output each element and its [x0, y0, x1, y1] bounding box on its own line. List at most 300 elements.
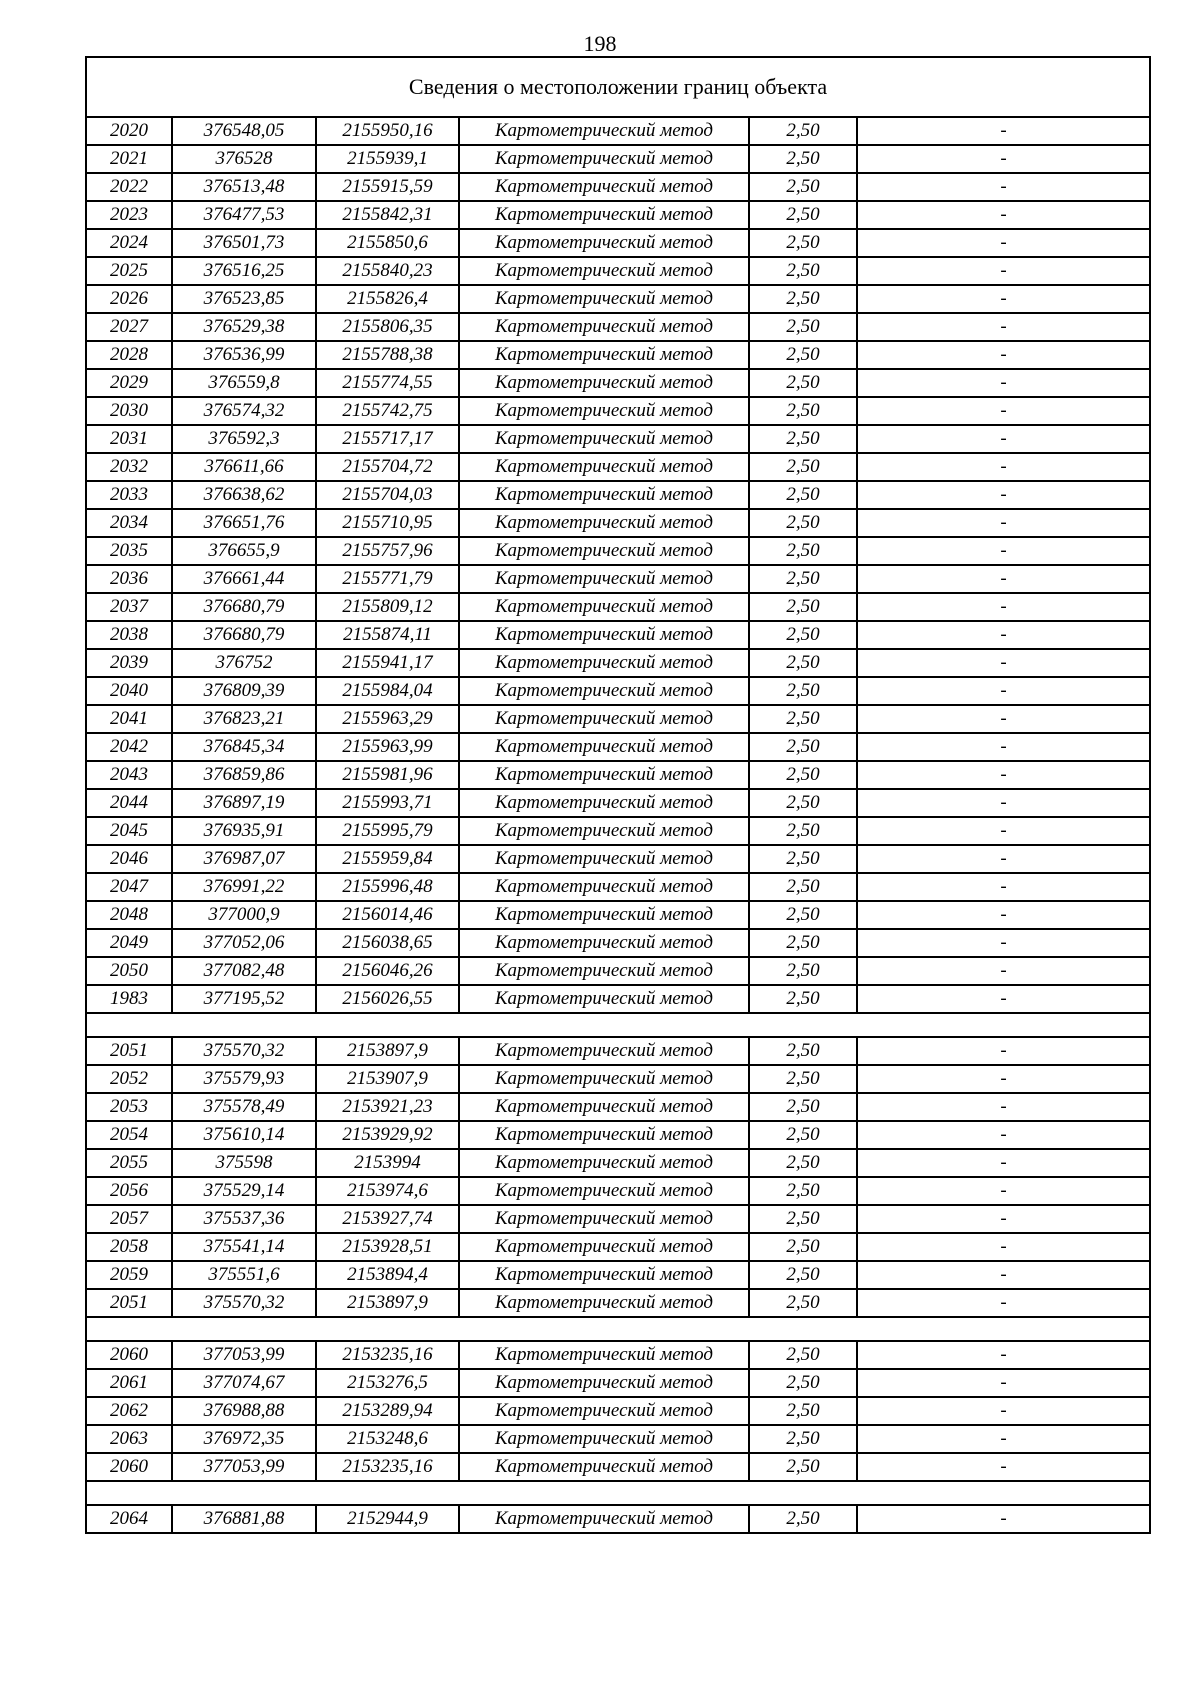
y-coordinate-cell: 2155984,04 — [316, 677, 459, 705]
x-coordinate-cell: 376529,38 — [172, 313, 316, 341]
note-cell: - — [857, 453, 1150, 481]
point-number-cell: 1983 — [86, 985, 172, 1013]
group-separator-cell — [86, 1481, 1150, 1505]
accuracy-cell: 2,50 — [749, 1369, 857, 1397]
method-cell: Картометрический метод — [459, 1341, 749, 1369]
method-cell: Картометрический метод — [459, 845, 749, 873]
note-cell: - — [857, 1233, 1150, 1261]
x-coordinate-cell: 376752 — [172, 649, 316, 677]
table-row — [86, 873, 1150, 901]
y-coordinate-cell: 2152944,9 — [316, 1505, 459, 1533]
x-coordinate-cell: 376638,62 — [172, 481, 316, 509]
method-cell: Картометрический метод — [459, 621, 749, 649]
point-number-cell: 2057 — [86, 1205, 172, 1233]
note-cell: - — [857, 341, 1150, 369]
accuracy-cell: 2,50 — [749, 341, 857, 369]
accuracy-cell: 2,50 — [749, 1505, 857, 1533]
method-cell: Картометрический метод — [459, 285, 749, 313]
accuracy-cell: 2,50 — [749, 257, 857, 285]
point-number-cell: 2042 — [86, 733, 172, 761]
note-cell: - — [857, 817, 1150, 845]
method-cell: Картометрический метод — [459, 957, 749, 985]
method-cell: Картометрический метод — [459, 929, 749, 957]
table-title-row — [86, 57, 1150, 117]
method-cell: Картометрический метод — [459, 453, 749, 481]
method-cell: Картометрический метод — [459, 1505, 749, 1533]
x-coordinate-cell: 376823,21 — [172, 705, 316, 733]
table-row — [86, 1261, 1150, 1289]
accuracy-cell: 2,50 — [749, 509, 857, 537]
point-number-cell: 2044 — [86, 789, 172, 817]
method-cell: Картометрический метод — [459, 593, 749, 621]
y-coordinate-cell: 2155941,17 — [316, 649, 459, 677]
y-coordinate-cell: 2155996,48 — [316, 873, 459, 901]
method-cell: Картометрический метод — [459, 229, 749, 257]
table-body — [86, 57, 1150, 1533]
y-coordinate-cell: 2155842,31 — [316, 201, 459, 229]
table-row — [86, 453, 1150, 481]
point-number-cell: 2021 — [86, 145, 172, 173]
method-cell: Картометрический метод — [459, 1093, 749, 1121]
accuracy-cell: 2,50 — [749, 901, 857, 929]
accuracy-cell: 2,50 — [749, 1065, 857, 1093]
x-coordinate-cell: 377195,52 — [172, 985, 316, 1013]
point-number-cell: 2048 — [86, 901, 172, 929]
note-cell: - — [857, 313, 1150, 341]
x-coordinate-cell: 376536,99 — [172, 341, 316, 369]
method-cell: Картометрический метод — [459, 1425, 749, 1453]
boundary-table-container — [85, 56, 1149, 1534]
x-coordinate-cell: 376809,39 — [172, 677, 316, 705]
method-cell: Картометрический метод — [459, 313, 749, 341]
table-row — [86, 257, 1150, 285]
table-row — [86, 145, 1150, 173]
accuracy-cell: 2,50 — [749, 537, 857, 565]
note-cell: - — [857, 1177, 1150, 1205]
x-coordinate-cell: 376680,79 — [172, 621, 316, 649]
x-coordinate-cell: 376897,19 — [172, 789, 316, 817]
method-cell: Картометрический метод — [459, 1397, 749, 1425]
table-row — [86, 705, 1150, 733]
method-cell: Картометрический метод — [459, 733, 749, 761]
table-row — [86, 397, 1150, 425]
group-separator-cell — [86, 1013, 1150, 1037]
x-coordinate-cell: 377052,06 — [172, 929, 316, 957]
table-row — [86, 1233, 1150, 1261]
point-number-cell: 2060 — [86, 1453, 172, 1481]
y-coordinate-cell: 2153897,9 — [316, 1289, 459, 1317]
method-cell: Картометрический метод — [459, 649, 749, 677]
method-cell: Картометрический метод — [459, 1233, 749, 1261]
y-coordinate-cell: 2153928,51 — [316, 1233, 459, 1261]
table-row — [86, 173, 1150, 201]
table-row — [86, 341, 1150, 369]
accuracy-cell: 2,50 — [749, 481, 857, 509]
accuracy-cell: 2,50 — [749, 985, 857, 1013]
group-separator-row — [86, 1317, 1150, 1341]
point-number-cell: 2056 — [86, 1177, 172, 1205]
method-cell: Картометрический метод — [459, 705, 749, 733]
x-coordinate-cell: 376988,88 — [172, 1397, 316, 1425]
table-row — [86, 481, 1150, 509]
point-number-cell: 2040 — [86, 677, 172, 705]
y-coordinate-cell: 2156014,46 — [316, 901, 459, 929]
y-coordinate-cell: 2156046,26 — [316, 957, 459, 985]
method-cell: Картометрический метод — [459, 145, 749, 173]
table-row — [86, 593, 1150, 621]
point-number-cell: 2033 — [86, 481, 172, 509]
table-row — [86, 677, 1150, 705]
method-cell: Картометрический метод — [459, 369, 749, 397]
note-cell: - — [857, 145, 1150, 173]
accuracy-cell: 2,50 — [749, 1121, 857, 1149]
y-coordinate-cell: 2155939,1 — [316, 145, 459, 173]
method-cell: Картометрический метод — [459, 1369, 749, 1397]
point-number-cell: 2035 — [86, 537, 172, 565]
y-coordinate-cell: 2155826,4 — [316, 285, 459, 313]
x-coordinate-cell: 375610,14 — [172, 1121, 316, 1149]
point-number-cell: 2049 — [86, 929, 172, 957]
y-coordinate-cell: 2155774,55 — [316, 369, 459, 397]
method-cell: Картометрический метод — [459, 817, 749, 845]
note-cell: - — [857, 397, 1150, 425]
y-coordinate-cell: 2155950,16 — [316, 117, 459, 145]
accuracy-cell: 2,50 — [749, 761, 857, 789]
table-row — [86, 649, 1150, 677]
y-coordinate-cell: 2153894,4 — [316, 1261, 459, 1289]
table-row — [86, 1453, 1150, 1481]
note-cell: - — [857, 1341, 1150, 1369]
method-cell: Картометрический метод — [459, 901, 749, 929]
note-cell: - — [857, 117, 1150, 145]
note-cell: - — [857, 1261, 1150, 1289]
point-number-cell: 2023 — [86, 201, 172, 229]
y-coordinate-cell: 2153276,5 — [316, 1369, 459, 1397]
y-coordinate-cell: 2155995,79 — [316, 817, 459, 845]
accuracy-cell: 2,50 — [749, 677, 857, 705]
point-number-cell: 2026 — [86, 285, 172, 313]
table-row — [86, 929, 1150, 957]
x-coordinate-cell: 376991,22 — [172, 873, 316, 901]
accuracy-cell: 2,50 — [749, 1397, 857, 1425]
note-cell: - — [857, 761, 1150, 789]
accuracy-cell: 2,50 — [749, 789, 857, 817]
page-number: 198 — [583, 31, 617, 56]
y-coordinate-cell: 2153907,9 — [316, 1065, 459, 1093]
y-coordinate-cell: 2155809,12 — [316, 593, 459, 621]
method-cell: Картометрический метод — [459, 1149, 749, 1177]
x-coordinate-cell: 375579,93 — [172, 1065, 316, 1093]
table-title: Сведения о местоположении границ объекта — [86, 57, 1150, 117]
y-coordinate-cell: 2155981,96 — [316, 761, 459, 789]
note-cell: - — [857, 1369, 1150, 1397]
point-number-cell: 2059 — [86, 1261, 172, 1289]
point-number-cell: 2055 — [86, 1149, 172, 1177]
x-coordinate-cell: 376592,3 — [172, 425, 316, 453]
accuracy-cell: 2,50 — [749, 1233, 857, 1261]
y-coordinate-cell: 2155717,17 — [316, 425, 459, 453]
y-coordinate-cell: 2155840,23 — [316, 257, 459, 285]
note-cell: - — [857, 621, 1150, 649]
method-cell: Картометрический метод — [459, 1121, 749, 1149]
note-cell: - — [857, 425, 1150, 453]
accuracy-cell: 2,50 — [749, 649, 857, 677]
accuracy-cell: 2,50 — [749, 565, 857, 593]
accuracy-cell: 2,50 — [749, 957, 857, 985]
note-cell: - — [857, 677, 1150, 705]
table-row — [86, 425, 1150, 453]
y-coordinate-cell: 2153994 — [316, 1149, 459, 1177]
y-coordinate-cell: 2155704,72 — [316, 453, 459, 481]
x-coordinate-cell: 376661,44 — [172, 565, 316, 593]
method-cell: Картометрический метод — [459, 257, 749, 285]
x-coordinate-cell: 376935,91 — [172, 817, 316, 845]
accuracy-cell: 2,50 — [749, 1177, 857, 1205]
x-coordinate-cell: 376845,34 — [172, 733, 316, 761]
x-coordinate-cell: 376859,86 — [172, 761, 316, 789]
x-coordinate-cell: 376655,9 — [172, 537, 316, 565]
point-number-cell: 2025 — [86, 257, 172, 285]
accuracy-cell: 2,50 — [749, 173, 857, 201]
note-cell: - — [857, 537, 1150, 565]
y-coordinate-cell: 2156038,65 — [316, 929, 459, 957]
method-cell: Картометрический метод — [459, 425, 749, 453]
table-row — [86, 1505, 1150, 1533]
x-coordinate-cell: 376513,48 — [172, 173, 316, 201]
note-cell: - — [857, 985, 1150, 1013]
method-cell: Картометрический метод — [459, 117, 749, 145]
table-row — [86, 285, 1150, 313]
table-row — [86, 1289, 1150, 1317]
y-coordinate-cell: 2155959,84 — [316, 845, 459, 873]
accuracy-cell: 2,50 — [749, 369, 857, 397]
method-cell: Картометрический метод — [459, 873, 749, 901]
method-cell: Картометрический метод — [459, 1261, 749, 1289]
accuracy-cell: 2,50 — [749, 453, 857, 481]
y-coordinate-cell: 2156026,55 — [316, 985, 459, 1013]
accuracy-cell: 2,50 — [749, 145, 857, 173]
accuracy-cell: 2,50 — [749, 285, 857, 313]
table-row — [86, 229, 1150, 257]
y-coordinate-cell: 2153289,94 — [316, 1397, 459, 1425]
method-cell: Картометрический метод — [459, 1177, 749, 1205]
method-cell: Картометрический метод — [459, 789, 749, 817]
point-number-cell: 2034 — [86, 509, 172, 537]
method-cell: Картометрический метод — [459, 985, 749, 1013]
table-row — [86, 1205, 1150, 1233]
x-coordinate-cell: 376516,25 — [172, 257, 316, 285]
method-cell: Картометрический метод — [459, 677, 749, 705]
accuracy-cell: 2,50 — [749, 1453, 857, 1481]
note-cell: - — [857, 593, 1150, 621]
x-coordinate-cell: 376501,73 — [172, 229, 316, 257]
boundary-coordinates-table — [85, 56, 1151, 1534]
y-coordinate-cell: 2155915,59 — [316, 173, 459, 201]
x-coordinate-cell: 376881,88 — [172, 1505, 316, 1533]
method-cell: Картометрический метод — [459, 481, 749, 509]
table-row — [86, 1177, 1150, 1205]
x-coordinate-cell: 375541,14 — [172, 1233, 316, 1261]
method-cell: Картометрический метод — [459, 509, 749, 537]
x-coordinate-cell: 376523,85 — [172, 285, 316, 313]
accuracy-cell: 2,50 — [749, 1149, 857, 1177]
method-cell: Картометрический метод — [459, 1205, 749, 1233]
note-cell: - — [857, 789, 1150, 817]
note-cell: - — [857, 1397, 1150, 1425]
method-cell: Картометрический метод — [459, 341, 749, 369]
method-cell: Картометрический метод — [459, 397, 749, 425]
note-cell: - — [857, 845, 1150, 873]
table-row — [86, 957, 1150, 985]
table-row — [86, 817, 1150, 845]
accuracy-cell: 2,50 — [749, 117, 857, 145]
x-coordinate-cell: 375570,32 — [172, 1289, 316, 1317]
accuracy-cell: 2,50 — [749, 397, 857, 425]
accuracy-cell: 2,50 — [749, 593, 857, 621]
note-cell: - — [857, 509, 1150, 537]
y-coordinate-cell: 2155710,95 — [316, 509, 459, 537]
method-cell: Картометрический метод — [459, 173, 749, 201]
x-coordinate-cell: 375598 — [172, 1149, 316, 1177]
note-cell: - — [857, 1505, 1150, 1533]
y-coordinate-cell: 2153248,6 — [316, 1425, 459, 1453]
note-cell: - — [857, 1289, 1150, 1317]
point-number-cell: 2060 — [86, 1341, 172, 1369]
table-row — [86, 1121, 1150, 1149]
table-row — [86, 1037, 1150, 1065]
method-cell: Картометрический метод — [459, 1037, 749, 1065]
table-row — [86, 845, 1150, 873]
y-coordinate-cell: 2155963,29 — [316, 705, 459, 733]
y-coordinate-cell: 2155771,79 — [316, 565, 459, 593]
accuracy-cell: 2,50 — [749, 621, 857, 649]
point-number-cell: 2053 — [86, 1093, 172, 1121]
point-number-cell: 2052 — [86, 1065, 172, 1093]
x-coordinate-cell: 375551,6 — [172, 1261, 316, 1289]
note-cell: - — [857, 1453, 1150, 1481]
y-coordinate-cell: 2153235,16 — [316, 1453, 459, 1481]
y-coordinate-cell: 2153235,16 — [316, 1341, 459, 1369]
method-cell: Картометрический метод — [459, 1289, 749, 1317]
table-row — [86, 789, 1150, 817]
method-cell: Картометрический метод — [459, 1065, 749, 1093]
point-number-cell: 2062 — [86, 1397, 172, 1425]
x-coordinate-cell: 376680,79 — [172, 593, 316, 621]
y-coordinate-cell: 2155788,38 — [316, 341, 459, 369]
y-coordinate-cell: 2155850,6 — [316, 229, 459, 257]
accuracy-cell: 2,50 — [749, 201, 857, 229]
table-row — [86, 201, 1150, 229]
note-cell: - — [857, 1037, 1150, 1065]
table-row — [86, 537, 1150, 565]
note-cell: - — [857, 257, 1150, 285]
table-row — [86, 901, 1150, 929]
accuracy-cell: 2,50 — [749, 733, 857, 761]
table-row — [86, 1149, 1150, 1177]
point-number-cell: 2022 — [86, 173, 172, 201]
point-number-cell: 2051 — [86, 1289, 172, 1317]
point-number-cell: 2051 — [86, 1037, 172, 1065]
note-cell: - — [857, 705, 1150, 733]
point-number-cell: 2032 — [86, 453, 172, 481]
table-row — [86, 733, 1150, 761]
x-coordinate-cell: 375570,32 — [172, 1037, 316, 1065]
accuracy-cell: 2,50 — [749, 229, 857, 257]
table-row — [86, 313, 1150, 341]
note-cell: - — [857, 649, 1150, 677]
point-number-cell: 2064 — [86, 1505, 172, 1533]
point-number-cell: 2028 — [86, 341, 172, 369]
point-number-cell: 2024 — [86, 229, 172, 257]
point-number-cell: 2061 — [86, 1369, 172, 1397]
table-row — [86, 509, 1150, 537]
table-row — [86, 565, 1150, 593]
y-coordinate-cell: 2153897,9 — [316, 1037, 459, 1065]
table-row — [86, 1341, 1150, 1369]
x-coordinate-cell: 376651,76 — [172, 509, 316, 537]
table-row — [86, 117, 1150, 145]
method-cell: Картометрический метод — [459, 201, 749, 229]
point-number-cell: 2054 — [86, 1121, 172, 1149]
point-number-cell: 2038 — [86, 621, 172, 649]
point-number-cell: 2058 — [86, 1233, 172, 1261]
point-number-cell: 2045 — [86, 817, 172, 845]
accuracy-cell: 2,50 — [749, 425, 857, 453]
x-coordinate-cell: 376559,8 — [172, 369, 316, 397]
note-cell: - — [857, 1149, 1150, 1177]
y-coordinate-cell: 2155757,96 — [316, 537, 459, 565]
accuracy-cell: 2,50 — [749, 1205, 857, 1233]
note-cell: - — [857, 229, 1150, 257]
group-separator-row — [86, 1013, 1150, 1037]
note-cell: - — [857, 873, 1150, 901]
point-number-cell: 2047 — [86, 873, 172, 901]
table-row — [86, 1369, 1150, 1397]
accuracy-cell: 2,50 — [749, 845, 857, 873]
table-row — [86, 1425, 1150, 1453]
accuracy-cell: 2,50 — [749, 1093, 857, 1121]
point-number-cell: 2039 — [86, 649, 172, 677]
note-cell: - — [857, 565, 1150, 593]
group-separator-cell — [86, 1317, 1150, 1341]
note-cell: - — [857, 1205, 1150, 1233]
accuracy-cell: 2,50 — [749, 1425, 857, 1453]
accuracy-cell: 2,50 — [749, 817, 857, 845]
point-number-cell: 2027 — [86, 313, 172, 341]
x-coordinate-cell: 377053,99 — [172, 1341, 316, 1369]
point-number-cell: 2030 — [86, 397, 172, 425]
note-cell: - — [857, 481, 1150, 509]
x-coordinate-cell: 375578,49 — [172, 1093, 316, 1121]
point-number-cell: 2029 — [86, 369, 172, 397]
accuracy-cell: 2,50 — [749, 1289, 857, 1317]
y-coordinate-cell: 2155993,71 — [316, 789, 459, 817]
note-cell: - — [857, 929, 1150, 957]
accuracy-cell: 2,50 — [749, 1037, 857, 1065]
table-row — [86, 369, 1150, 397]
table-row — [86, 1093, 1150, 1121]
y-coordinate-cell: 2153929,92 — [316, 1121, 459, 1149]
table-row — [86, 1397, 1150, 1425]
point-number-cell: 2043 — [86, 761, 172, 789]
y-coordinate-cell: 2155806,35 — [316, 313, 459, 341]
note-cell: - — [857, 901, 1150, 929]
table-row — [86, 985, 1150, 1013]
point-number-cell: 2063 — [86, 1425, 172, 1453]
x-coordinate-cell: 377082,48 — [172, 957, 316, 985]
x-coordinate-cell: 375537,36 — [172, 1205, 316, 1233]
x-coordinate-cell: 377053,99 — [172, 1453, 316, 1481]
